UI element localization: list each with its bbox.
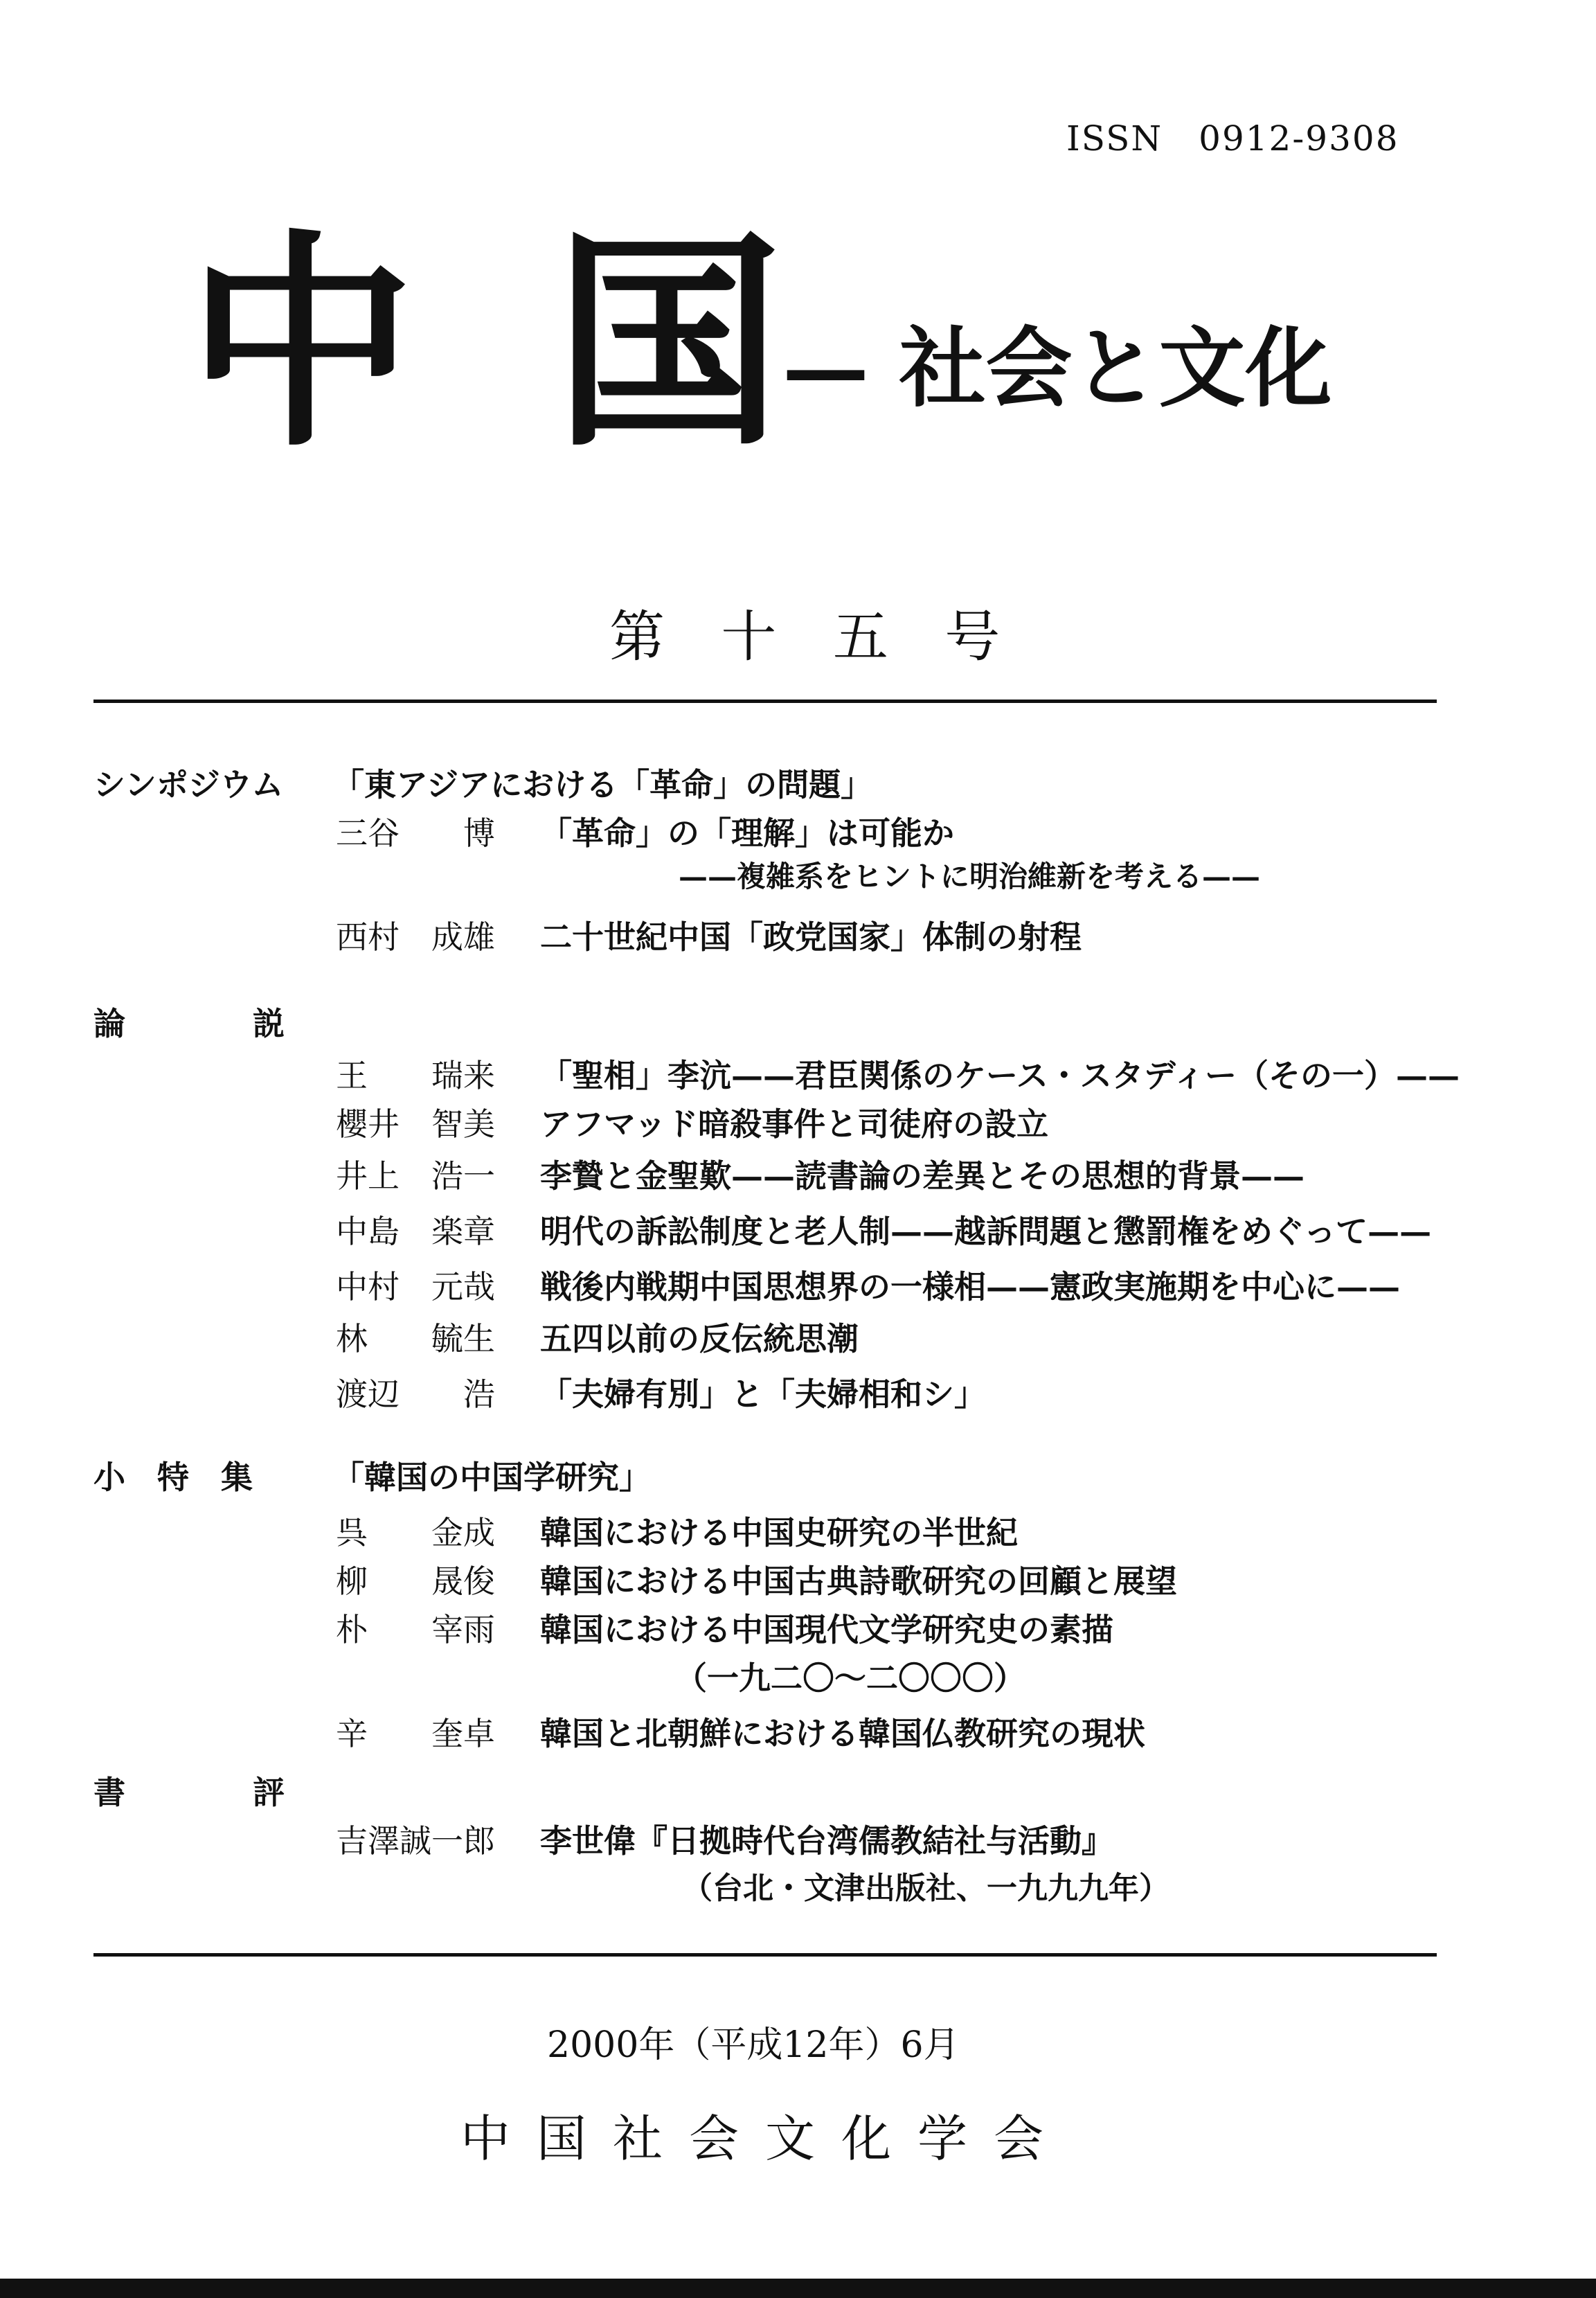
toc-title: 「革命」の「理解」は可能か	[540, 814, 954, 852]
issn-label: ISSN 0912-9308	[1066, 118, 1399, 159]
toc-subtitle: ——複雑系をヒントに明治維新を考える——	[679, 859, 1261, 893]
toc-subtitle: （台北・文津出版社、一九九九年）	[682, 1871, 1169, 1906]
toc-title: 「聖相」李沆——君臣関係のケース・スタディー（その一）——	[540, 1057, 1460, 1094]
toc-author: 中村 元哉	[336, 1268, 495, 1306]
toc-author: 西村 成雄	[336, 918, 495, 956]
toc-author: 中島 楽章	[336, 1213, 495, 1250]
toc-author: 吉澤誠一郎	[336, 1822, 495, 1860]
section-label-special: 小 特 集	[93, 1459, 253, 1496]
section-label-symposium: シンポジウム	[93, 766, 284, 803]
journal-title-char-2: 国	[554, 208, 782, 477]
journal-title-char-1: 中	[187, 208, 415, 477]
toc-author: 呉 金成	[336, 1514, 495, 1551]
publication-date: 2000年（平成12年）6月	[547, 2024, 960, 2066]
issue-number: 第 十 五 号	[609, 605, 1020, 669]
toc-author: 三谷 博	[336, 814, 495, 852]
toc-author: 柳 晟俊	[336, 1562, 495, 1600]
toc-title: 二十世紀中国「政党国家」体制の射程	[540, 918, 1082, 956]
section-title-special: 「韓国の中国学研究」	[332, 1459, 651, 1496]
toc-title: 戦後内戦期中国思想界の一様相——憲政実施期を中心に——	[540, 1268, 1400, 1306]
toc-title: 韓国における中国古典詩歌研究の回顧と展望	[540, 1562, 1177, 1600]
scan-edge-bar	[0, 2279, 1596, 2298]
toc-author: 渡辺 浩	[336, 1375, 495, 1413]
toc-title: 「夫婦有別」と「夫婦相和シ」	[540, 1375, 986, 1413]
toc-title: 明代の訴訟制度と老人制——越訴問題と懲罰権をめぐって——	[540, 1213, 1432, 1250]
toc-title: アフマッド暗殺事件と司徒府の設立	[540, 1105, 1049, 1143]
toc-author: 王 瑞来	[336, 1057, 495, 1094]
bottom-divider	[93, 1953, 1437, 1957]
publisher-name: 中国社会文化学会	[460, 2110, 1070, 2168]
toc-title: 韓国における中国現代文学研究史の素描	[540, 1611, 1113, 1648]
top-divider	[93, 700, 1437, 703]
toc-title: 韓国と北朝鮮における韓国仏教研究の現状	[540, 1715, 1145, 1752]
toc-title: 李贄と金聖歎——読書論の差異とその思想的背景——	[540, 1157, 1304, 1195]
section-label-reviews: 書 評	[93, 1774, 285, 1811]
toc-title: 李世偉『日拠時代台湾儒教結社与活動』	[540, 1822, 1113, 1860]
toc-subtitle: （一九二〇～二〇〇〇）	[675, 1659, 1025, 1697]
section-label-articles: 論 説	[93, 1005, 285, 1042]
toc-author: 辛 奎卓	[336, 1715, 495, 1752]
toc-author: 櫻井 智美	[336, 1105, 495, 1143]
toc-author: 林 毓生	[336, 1320, 495, 1357]
toc-title: 韓国における中国史研究の半世紀	[540, 1514, 1018, 1551]
toc-author: 井上 浩一	[336, 1157, 495, 1195]
journal-subtitle: — 社会と文化	[782, 318, 1332, 419]
toc-title: 五四以前の反伝統思潮	[540, 1320, 859, 1357]
toc-author: 朴 宰雨	[336, 1611, 495, 1648]
section-title-symposium: 「東アジアにおける「革命」の問題」	[332, 766, 873, 803]
